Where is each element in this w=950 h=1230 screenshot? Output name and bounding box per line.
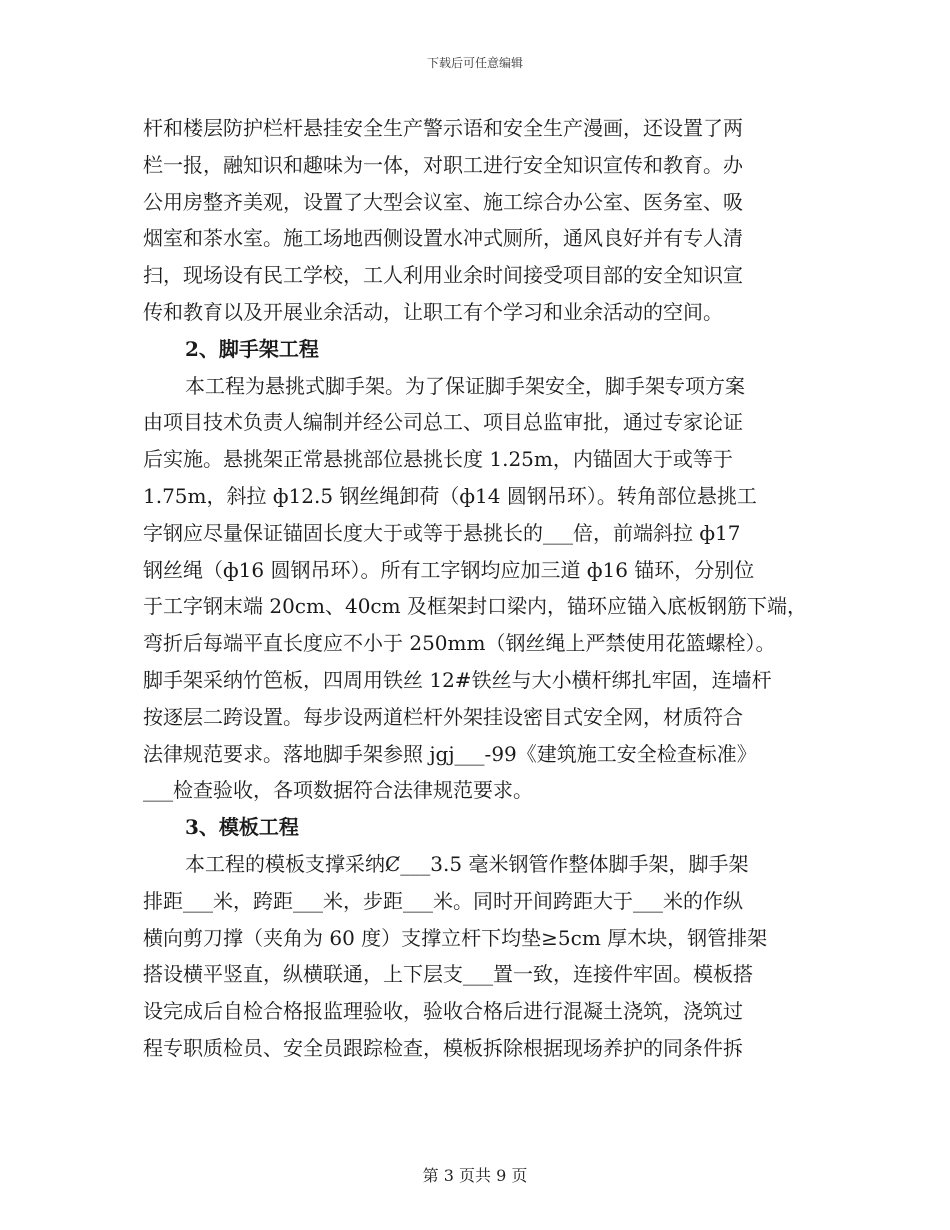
section-heading-formwork: 3、模板工程 — [185, 815, 299, 840]
paragraph-line: 横向剪刀撑（夹角为 60 度）支撑立杆下均垫≥5cm 厚木块，钢管排架 — [143, 925, 768, 950]
paragraph-line: 本工程为悬挑式脚手架。为了保证脚手架安全，脚手架专项方案 — [185, 373, 745, 398]
paragraph-line: 脚手架采纳竹笆板，四周用铁丝 12#铁丝与大小横杆绑扎牢固，连墙杆 — [143, 667, 772, 692]
paragraph-line: 本工程的模板支撑采纳Ȼ___3.5 毫米钢管作整体脚手架，脚手架 — [185, 851, 749, 876]
paragraph-line: 程专职质检员、安全员跟踪检查，模板拆除根据现场养护的同条件拆 — [143, 1035, 743, 1060]
paragraph-line: 烟室和茶水室。施工场地西侧设置水冲式厕所，通风良好并有专人清 — [143, 226, 743, 251]
paragraph-line: 由项目技术负责人编制并经公司总工、项目总监审批，通过专家论证 — [143, 410, 743, 435]
section-heading-scaffolding: 2、脚手架工程 — [185, 336, 319, 361]
paragraph-line: 设完成后自检合格报监理验收，验收合格后进行混凝土浇筑，浇筑过 — [143, 999, 743, 1024]
paragraph-line: 弯折后每端平直长度应不小于 250mm（钢丝绳上严禁使用花篮螺栓）。 — [143, 631, 776, 656]
paragraph-line: 排距___米，跨距___米，步距___米。同时开间跨距大于___米的作纵 — [143, 888, 743, 913]
paragraph-line: 搭设横平竖直，纵横联通，上下层支___置一致，连接件牢固。模板搭 — [143, 962, 753, 987]
paragraph-line: 传和教育以及开展业余活动，让职工有个学习和业余活动的空间。 — [143, 299, 723, 324]
paragraph-line: 扫，现场设有民工学校，工人利用业余时间接受项目部的安全知识宣 — [143, 263, 743, 288]
paragraph-line: 1.75m，斜拉 ф12.5 钢丝绳卸荷（ф14 圆钢吊环）。转角部位悬挑工 — [143, 483, 757, 508]
paragraph-line: 杆和楼层防护栏杆悬挂安全生产警示语和安全生产漫画，还设置了两 — [143, 116, 743, 140]
paragraph-line: 钢丝绳（ф16 圆钢吊环）。所有工字钢均应加三道 ф16 锚环，分别位 — [143, 557, 755, 582]
paragraph-line: 字钢应尽量保证锚固长度大于或等于悬挑长的___倍，前端斜拉 ф17 — [143, 520, 741, 545]
paragraph-line: 按逐层二跨设置。每步设两道栏杆外架挂设密目式安全网，材质符合 — [143, 704, 743, 729]
paragraph-line: 公用房整齐美观，设置了大型会议室、施工综合办公室、医务室、吸 — [143, 189, 743, 214]
page-number: 第 3 页共 9 页 — [422, 1166, 528, 1185]
page-header: 下载后可任意编辑 — [426, 56, 523, 70]
document-body — [143, 110, 808, 1067]
paragraph-line: 于工字钢末端 20cm、40cm 及框架封口梁内，锚环应锚入底板钢筋下端， — [143, 594, 807, 619]
paragraph-line: 栏一报，融知识和趣味为一体，对职工进行安全知识宣传和教育。办 — [143, 152, 743, 177]
paragraph-line: ___检查验收，各项数据符合法律规范要求。 — [143, 778, 533, 803]
paragraph-line: 后实施。悬挑架正常悬挑部位悬挑长度 1.25m，内锚固大于或等于 — [143, 447, 733, 472]
paragraph-line: 法律规范要求。落地脚手架参照 jgj___-99《建筑施工安全检查标准》 — [143, 741, 757, 766]
